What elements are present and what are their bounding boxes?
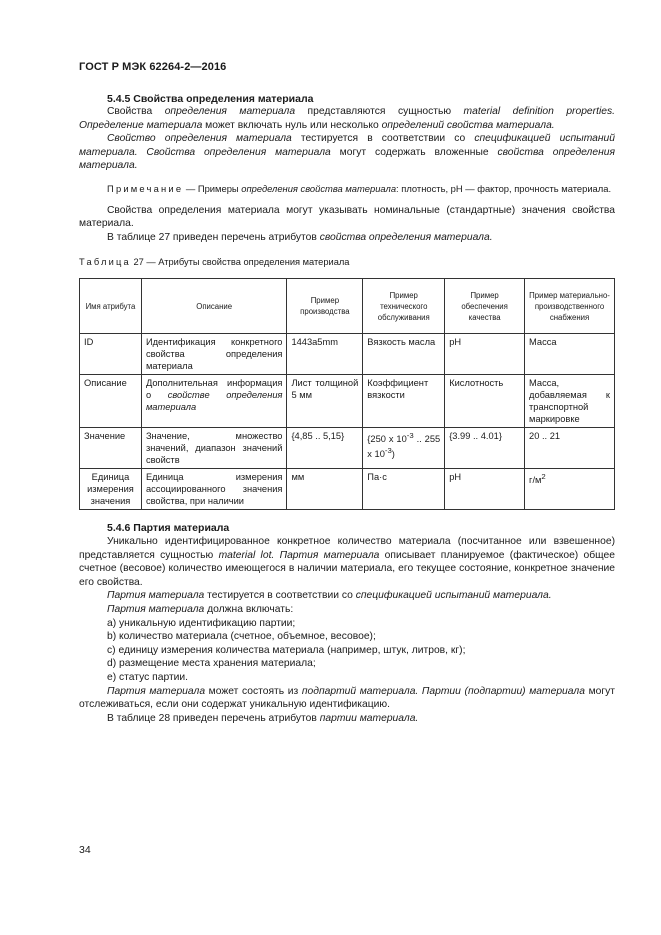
paragraph: Партия материала должна включать: — [107, 603, 294, 615]
page-number: 34 — [79, 844, 91, 856]
table-cell: Значение — [80, 428, 142, 469]
paragraph: Уникально идентифицированное конкретное количество материала (посчитанное или взвешенное) представляется сущностью material lot. Партия материала описывает планируемое (фактическое) общее счетное (весовое) количество имеющегося в наличии материала, его текущее состояние, конкретное значение его свойства. — [79, 536, 615, 588]
section-5-4-6-title: 5.4.6 Партия материала — [107, 522, 230, 534]
table-cell: pH — [445, 469, 525, 510]
table-cell: Идентификация конкретного свойства определения материала — [141, 334, 287, 375]
list-item: c) единицу измерения количества материала (например, штук, литров, кг); — [107, 644, 466, 656]
table-cell: Дополнительная информация о свойстве определения материала — [141, 375, 287, 428]
paragraph: В таблице 28 приведен перечень атрибутов партии материала. — [107, 712, 419, 724]
table-cell: {250 х $10^{-3}$ .. 255 х $10^{-3}$) — [363, 428, 445, 469]
table-cell: {4,85 .. 5,15} — [287, 428, 363, 469]
paragraph: Свойство определения материала тестируется в соответствии со спецификацией испытаний материала. Свойства определения материала могут содержать вложенные свойства определения материала. — [79, 133, 615, 172]
table-header-cell: Пример обеспечения качества — [445, 279, 525, 334]
table-cell: pH — [445, 334, 525, 375]
paragraph: В таблице 27 приведен перечень атрибутов свойства определения материала. — [107, 231, 493, 243]
table-cell: Вязкость масла — [363, 334, 445, 375]
list-item: a) уникальную идентификацию партии; — [107, 617, 296, 629]
section-5-4-6-body — [79, 535, 615, 725]
table-cell: 1443а5mm — [287, 334, 363, 375]
paragraph: Свойства определения материала представляются сущностью material definition properties. Определение материала может включать нуль или несколько определений свойства материала. — [79, 106, 615, 131]
table-header-cell: Пример производства — [287, 279, 363, 334]
table-cell: Единица измерения ассоциированного значения свойства, при наличии — [141, 469, 287, 510]
table-cell: Масса — [525, 334, 615, 375]
table-cell: Значение, множество значений, диапазон значений свойств — [141, 428, 287, 469]
table-cell: Единица измерения значения — [80, 469, 142, 510]
table-row — [80, 428, 615, 469]
paragraph: Партия материала тестируется в соответствии со спецификацией испытаний материала. — [107, 590, 552, 602]
table-cell: {3.99 .. 4.01} — [445, 428, 525, 469]
table-header-cell: Пример материально-производственного снабжения — [525, 279, 615, 334]
table-header-row — [80, 279, 615, 334]
table-cell: $г/м^2$ — [525, 469, 615, 510]
table-cell: Лист толщиной 5 мм — [287, 375, 363, 428]
paragraph: Партия материала может состоять из подпартий материала. Партии (подпартии) материала могут отслеживаться, если они содержат уникальную идентификацию. — [79, 685, 615, 711]
section-5-4-5-body — [79, 105, 615, 244]
table-header-cell: Описание — [141, 279, 287, 334]
table-header-cell: Имя атрибута — [80, 279, 142, 334]
table-row — [80, 334, 615, 375]
table-header-cell: Пример технического обслуживания — [363, 279, 445, 334]
table-cell: Па·с — [363, 469, 445, 510]
table-cell: Кислотность — [445, 375, 525, 428]
document-header: ГОСТ Р МЭК 62264-2—2016 — [79, 61, 227, 73]
section-5-4-5-title: 5.4.5 Свойства определения материала — [107, 93, 314, 105]
table-cell: мм — [287, 469, 363, 510]
table-27 — [79, 278, 615, 510]
lot-requirements-list — [79, 617, 615, 685]
note: Примечание — Примеры определения свойства материала: плотность, рН — фактор, прочность материала. — [107, 182, 612, 194]
table-cell: 20 .. 21 — [525, 428, 615, 469]
table-row — [80, 469, 615, 510]
table-row — [80, 375, 615, 428]
table-cell: Коэффициент вязкости — [363, 375, 445, 428]
table-cell: Масса, добавляемая к транспортной маркировке — [525, 375, 615, 428]
table-cell: ID — [80, 334, 142, 375]
list-item: b) количество материала (счетное, объемное, весовое); — [107, 631, 376, 643]
list-item: e) статус партии. — [107, 671, 189, 683]
paragraph: Свойства определения материала могут указывать номинальные (стандартные) значения свойства материала. — [79, 204, 615, 230]
table-27-caption: Таблица 27 — Атрибуты свойства определения материала — [79, 257, 350, 267]
table-cell: Описание — [80, 375, 142, 428]
list-item: d) размещение места хранения материала; — [107, 658, 316, 670]
